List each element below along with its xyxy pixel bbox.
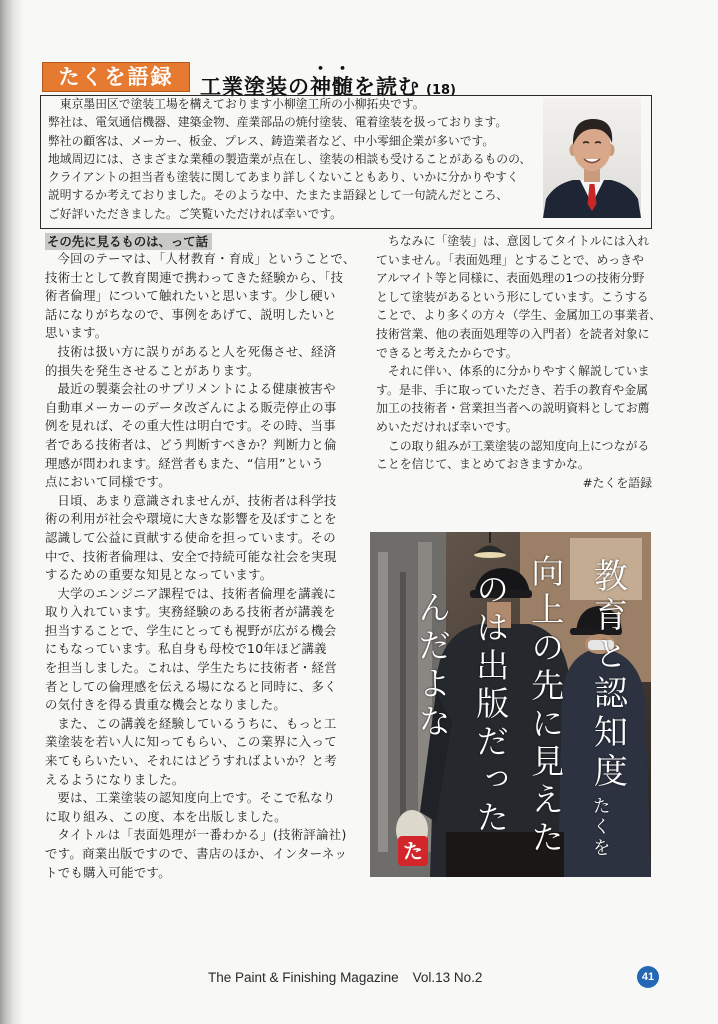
text-line: に取り組み、この度、本を出版しました。 <box>45 808 287 824</box>
text-line: 術者倫理」について触れたいと思います。少し硬い <box>45 288 336 304</box>
text-line: できると考えたからです。 <box>376 345 518 360</box>
intro-text <box>48 95 531 223</box>
text-line: タイトルは「表面処理が一番わかる」(技術評論社) <box>57 827 347 843</box>
text-line: えるようになりました。 <box>45 771 185 787</box>
paragraph <box>376 232 661 362</box>
text-line: を担当しました。これは、学生たちに技術者・経営 <box>45 660 337 676</box>
text-line: 加工の技術者・営業担当者への説明資料としてお薦 <box>376 401 650 416</box>
text-line: 大学のエンジニア課程では、技術者倫理を講義に <box>57 585 337 601</box>
text-line: 認識して公益に貢献する使命を担っています。その <box>45 529 336 545</box>
paragraph <box>45 250 356 343</box>
text-line: の気付きを得る貴重な機会となりました。 <box>45 697 287 713</box>
handwritten-signature: たくを <box>589 796 611 859</box>
paragraph <box>45 585 356 715</box>
text-line: 弊社は、電気通信機器、建築金物、産業部品の焼付塗装、電着塗装を扱っております。 <box>48 115 508 130</box>
paragraph <box>376 362 661 436</box>
text-line: 点において同様です。 <box>45 474 171 490</box>
text-line: 説明するか考えておりました。そのような中、たまたま語録として一句読んだところ、 <box>48 188 509 203</box>
seal-stamp <box>398 836 428 866</box>
handwriting-column: 教育と認知度 <box>587 558 628 792</box>
paragraph <box>45 343 356 380</box>
text-line: ことを信じて、まとめておきますかな。 <box>376 457 590 472</box>
text-line: 者である技術者は、どう判断すべきか？判断力と倫 <box>45 436 337 452</box>
right-column-text <box>376 232 661 474</box>
title-part: 工業塗装の <box>200 75 310 99</box>
footer <box>208 968 482 988</box>
text-line: 的損失を発生させることがあります。 <box>45 362 260 378</box>
text-line: 東京墨田区で塗装工場を構えております小柳塗工所の小柳拓央です。 <box>59 97 425 111</box>
text-line: 業塗装を若い人に知ってもらい、この業界に入って <box>45 734 337 750</box>
scan-edge-shadow <box>0 0 24 1024</box>
text-line: す。是非、手に取っていただき、若手の教育や金属 <box>376 382 649 397</box>
paragraph <box>45 492 356 585</box>
text-line: それに伴い、体系的に分かりやすく解説していま <box>387 364 650 379</box>
text-line: 自動車メーカーのデータ改ざんによる販売停止の事 <box>45 399 337 415</box>
text-line: 最近の製薬会社のサプリメントによる健康被害や <box>57 381 336 397</box>
text-line: ちなみに「塗装」は、意図してタイトルには入れ <box>387 234 650 248</box>
author-portrait-icon <box>543 98 641 218</box>
text-line: 技術士として教育関連で携わってきた経験から、「技 <box>45 269 344 285</box>
handwriting-column: のは出版だった <box>471 572 511 838</box>
author-photo <box>543 98 641 218</box>
handwriting-column: んだよな <box>413 590 453 742</box>
paragraph <box>376 437 661 474</box>
paragraph <box>48 95 531 223</box>
article-title <box>200 62 456 99</box>
issue-number: (18) <box>426 83 456 98</box>
text-line: 担当することで、学生にとっても視野が広がる機会 <box>45 622 337 638</box>
text-line: 日頃、あまり意識されませんが、技術者は科学技 <box>57 492 337 508</box>
text-line: として塗装があるという形にしています。こうする <box>376 289 649 304</box>
text-line: 者としての倫理感を伝える場になると同時に、多く <box>45 678 337 694</box>
text-line: 理感が問われます。経営者もまた、“信用”という <box>45 455 324 471</box>
text-line: 術の利用が社会や環境に大きな影響を及ぼすことを <box>45 511 337 527</box>
title-part: を読む <box>354 75 420 99</box>
text-line: ご好評いただきました。ご笑覧いただければ幸いです。 <box>48 206 342 221</box>
text-line: 話になりがちなので、事例をあげて、説明したいと <box>45 306 337 322</box>
section-heading: その先に見るものは、って話 <box>45 233 212 250</box>
text-line: 思います。 <box>45 325 108 341</box>
text-line: クライアントの担当者も塗装に関してあまり詳しくないこともあり、いかに分かりやすく <box>48 170 519 185</box>
text-line: にもなっています。私自身も母校で10年ほど講義 <box>45 641 327 657</box>
text-line: です。商業出版ですので、書店のほか、インターネッ <box>45 846 348 861</box>
series-label: たくを語録 <box>42 62 190 92</box>
text-line: また、この講義を経験しているうちに、もっと工 <box>57 715 337 731</box>
workshop-photo <box>370 532 651 877</box>
text-line: 例を見れば、その重大性は明白です。その時、当事 <box>45 418 336 434</box>
text-line: 技術は扱い方に誤りがあると人を死傷させ、経済 <box>57 343 337 359</box>
hashtag: #たくを語録 <box>582 476 652 490</box>
volume-number: Vol.13 No.2 <box>412 970 483 985</box>
page-number-badge: 41 <box>637 966 659 988</box>
text-line: ことで、より多くの方々（学生、金属加工の事業者、 <box>376 308 662 323</box>
magazine-name: The Paint & Finishing Magazine <box>208 970 399 985</box>
paragraph <box>45 715 356 789</box>
left-column-text <box>45 250 356 882</box>
stamp-character: た <box>403 839 423 863</box>
text-line: するための重要な知見となっています。 <box>45 567 273 583</box>
text-line: アルマイト等と同様に、表面処理の1つの技術分野 <box>376 271 645 286</box>
text-line: 地域周辺には、さまざまな業種の製造業が点在し、塗装の相談も受けることがあるものの、 <box>48 151 532 166</box>
paragraph <box>45 826 356 882</box>
paragraph <box>45 380 356 492</box>
text-line: 弊社の顧客は、メーカー、板金、プレス、鋳造業者など、中小零細企業が多いです。 <box>48 133 495 148</box>
text-line: 要は、工業塗装の認知度向上です。そこで私なり <box>57 790 336 806</box>
text-line: ていません。「表面処理」とすることで、めっきや <box>376 252 644 267</box>
title-emphasis: 神髄 <box>310 75 354 99</box>
text-line: トでも購入可能です。 <box>45 864 171 880</box>
text-line: この取り組みが工業塗装の認知度向上につながる <box>387 438 650 453</box>
text-line: 来てもらいたい、それにはどうすればよいか？と考 <box>45 753 337 769</box>
paragraph <box>45 789 356 826</box>
text-line: めいただければ幸いです。 <box>376 419 518 434</box>
handwriting-column: 向上の先に見えた <box>526 554 566 858</box>
text-line: 取り入れています。実務経験のある技術者が講義を <box>45 604 336 620</box>
text-line: 中で、技術者倫理は、安全で持続可能な社会を実現 <box>45 548 337 564</box>
text-line: 今回のテーマは、「人材教育・育成」ということで、 <box>57 251 356 266</box>
text-line: 技術営業、他の表面処理等の入門者）を読者対象に <box>376 326 650 341</box>
